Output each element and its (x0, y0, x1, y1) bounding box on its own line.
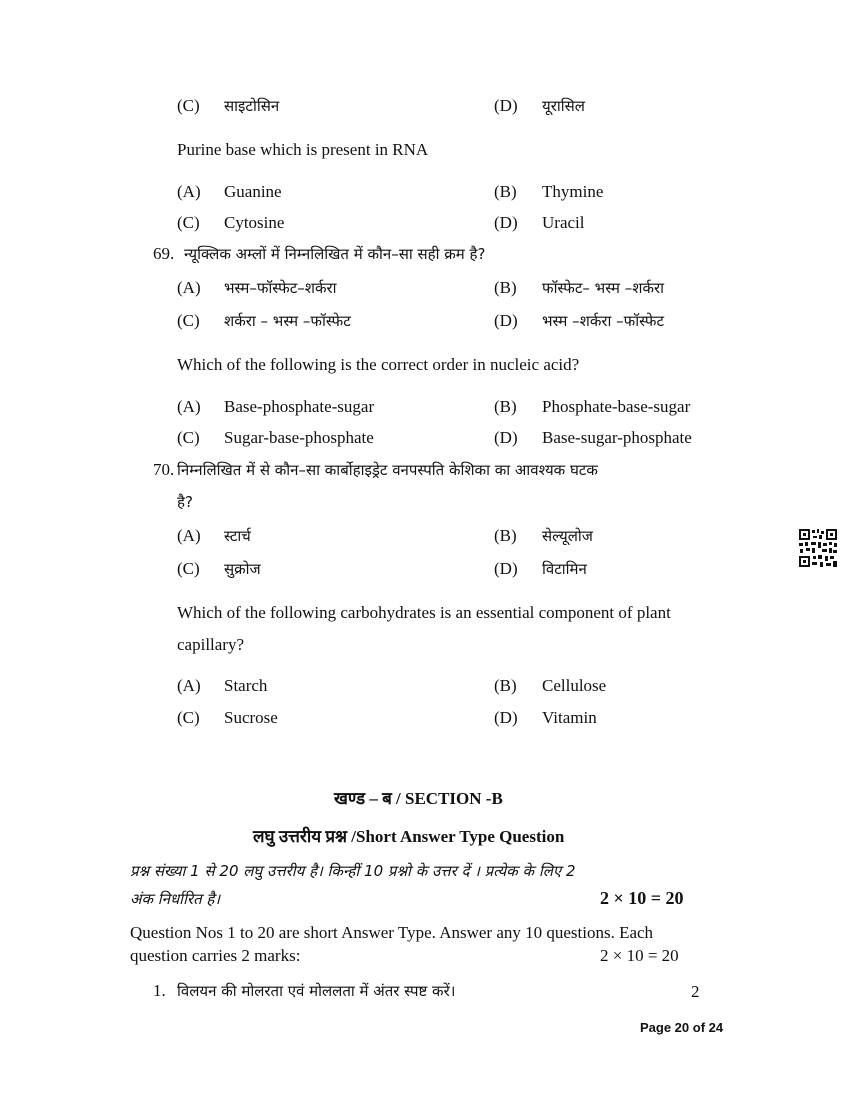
option-key: (D) (494, 428, 518, 447)
option-text: Thymine (542, 182, 604, 201)
option-text: फॉस्फेट– भस्म –शर्करा (542, 279, 665, 297)
question-text: Which of the following carbohydrates is an essential component of plant (177, 603, 671, 622)
option-key: (A) (177, 182, 201, 201)
question-text: निम्नलिखित में से कौन–सा कार्बोहाइड्रेट वनपस्पति केशिका का आवश्यक घटक (177, 461, 598, 479)
question-text: Purine base which is present in RNA (177, 140, 429, 159)
option-key: (C) (177, 708, 200, 727)
option-text: यूरासिल (542, 97, 585, 115)
option-text: सेल्यूलोज (542, 527, 593, 545)
option-key: (A) (177, 278, 201, 297)
option-key: (D) (494, 708, 518, 727)
option-text: Base-phosphate-sugar (224, 397, 375, 416)
option-text: Phosphate-base-sugar (542, 397, 691, 416)
section-heading: खण्ड – ब / SECTION -B (334, 789, 503, 808)
option-text: शर्करा – भस्म –फॉस्फेट (224, 312, 351, 330)
option-text: भस्म–फॉस्फेट–शर्करा (224, 279, 337, 297)
option-key: (B) (494, 182, 517, 201)
question-text: है? (177, 493, 193, 511)
option-key: (D) (494, 213, 518, 232)
option-key: (B) (494, 526, 517, 545)
option-key: (C) (177, 559, 200, 578)
marks-formula: 2 × 10 = 20 (600, 888, 684, 908)
option-key: (D) (494, 96, 518, 115)
option-key: (C) (177, 428, 200, 447)
option-text: Base-sugar-phosphate (542, 428, 692, 447)
option-key: (A) (177, 676, 201, 695)
option-text: Cellulose (542, 676, 607, 695)
option-text: Sucrose (224, 708, 278, 727)
question-text: विलयन की मोलरता एवं मोललता में अंतर स्पष्ट करें। (177, 982, 456, 1000)
option-text: Uracil (542, 213, 585, 232)
option-text: Starch (224, 676, 268, 695)
option-text: भस्म –शर्करा –फॉस्फेट (542, 312, 665, 330)
qr-code-icon (798, 528, 838, 568)
option-key: (B) (494, 278, 517, 297)
section-subheading: लघु उत्तरीय प्रश्न /Short Answer Type Question (253, 827, 565, 846)
option-text: सुक्रोज (224, 560, 261, 578)
option-key: (C) (177, 213, 200, 232)
option-text: Vitamin (542, 708, 597, 727)
instruction-english: question carries 2 marks: (130, 946, 301, 965)
option-text: Cytosine (224, 213, 285, 232)
question-number: 69. (153, 244, 175, 263)
option-key: (D) (494, 311, 518, 330)
option-key: (D) (494, 559, 518, 578)
question-marks: 2 (691, 982, 700, 1001)
option-key: (C) (177, 311, 200, 330)
option-text: स्टार्च (224, 527, 251, 545)
question-number: 70. (153, 460, 175, 479)
option-text: Guanine (224, 182, 282, 201)
option-text: विटामिन (542, 560, 587, 578)
option-key: (C) (177, 96, 200, 115)
option-key: (B) (494, 676, 517, 695)
question-text: Which of the following is the correct order in nucleic acid? (177, 355, 580, 374)
question-text: न्यूक्लिक अम्लों में निम्नलिखित में कौन–सा सही क्रम है? (184, 245, 486, 263)
marks-formula: 2 × 10 = 20 (600, 946, 679, 965)
instruction-hindi: प्रश्न संख्या 1 से 20 लघु उत्तरीय है। किन्हीं 10 प्रश्नो के उत्तर दें । प्रत्येक के लिए 2 (130, 862, 576, 880)
page-number: Page 20 of 24 (640, 1020, 724, 1035)
question-text: capillary? (177, 635, 245, 654)
option-key: (A) (177, 397, 201, 416)
option-text: साइटोसिन (224, 97, 280, 115)
option-key: (B) (494, 397, 517, 416)
instruction-hindi: अंक निर्धारित है। (130, 890, 221, 908)
option-key: (A) (177, 526, 201, 545)
option-text: Sugar-base-phosphate (224, 428, 374, 447)
instruction-english: Question Nos 1 to 20 are short Answer Type. Answer any 10 questions. Each (130, 923, 654, 942)
question-number: 1. (153, 981, 166, 1000)
